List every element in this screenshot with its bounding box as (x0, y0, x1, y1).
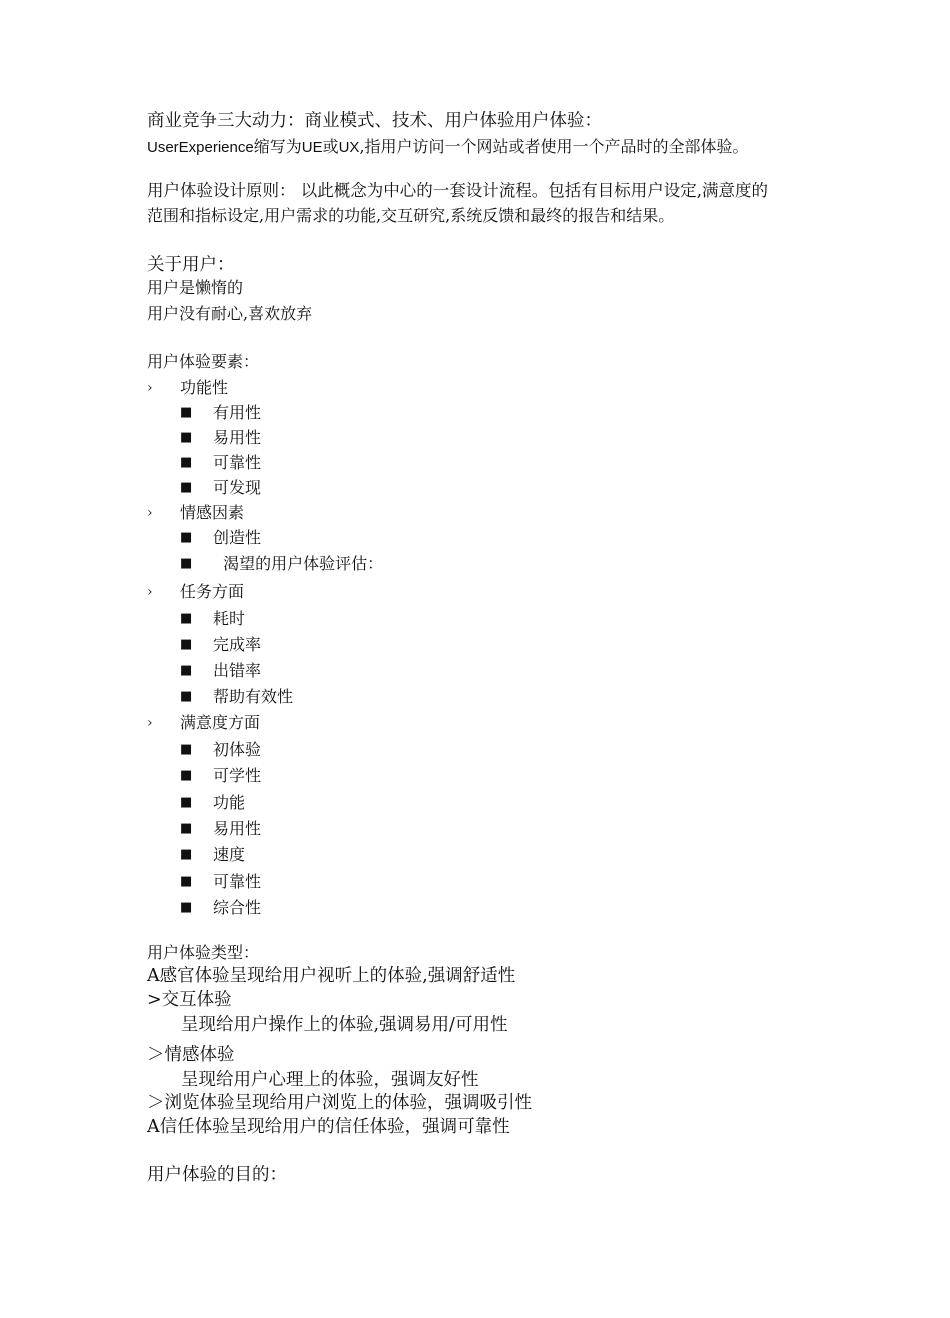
square-bullet-icon: ■ (180, 768, 193, 783)
list-item: 易用性 (213, 819, 262, 838)
types-line-5: 呈现给用户心理上的体验，强调友好性 (181, 1070, 479, 1090)
list-item: 耗时 (213, 609, 246, 628)
types-heading: 用户体验类型： (147, 943, 260, 962)
square-bullet-icon: ■ (180, 556, 193, 571)
square-bullet-icon: ■ (180, 795, 193, 810)
list-item: 可靠性 (213, 453, 262, 472)
title-line: 商业竞争三大动力：商业模式、技术、用户体验用户体验： (147, 111, 602, 131)
list-item: 创造性 (213, 528, 262, 547)
square-bullet-icon: ■ (180, 637, 193, 652)
list-item: 帮助有效性 (213, 687, 294, 706)
group-label-satisfaction: 满意度方面 (180, 713, 261, 732)
types-line-4: ＞情感体验 (147, 1045, 235, 1065)
group-marker-icon: › (147, 380, 153, 396)
design-principle-line2: 范围和指标设定,用户需求的功能,交互研究,系统反馈和最终的报告和结果。 (147, 206, 675, 225)
square-bullet-icon: ■ (180, 430, 193, 445)
types-line-7: A信任体验呈现给用户的信任体验，强调可靠性 (147, 1117, 510, 1137)
square-bullet-icon: ■ (180, 742, 193, 757)
list-item: 可靠性 (213, 872, 262, 891)
types-line-1: A感官体验呈现给用户视听上的体验,强调舒适性 (147, 966, 516, 986)
ux-term: UserExperience (147, 139, 254, 156)
group-marker-icon: › (147, 505, 153, 521)
list-item: 易用性 (213, 428, 262, 447)
list-item: 速度 (213, 845, 246, 864)
types-line-6: ＞浏览体验呈现给用户浏览上的体验，强调吸引性 (147, 1093, 532, 1113)
list-item: 完成率 (213, 635, 262, 654)
square-bullet-icon: ■ (180, 480, 193, 495)
ux-definition (147, 137, 749, 158)
list-item: 功能 (213, 793, 246, 812)
about-users-heading: 关于用户： (147, 255, 235, 275)
about-users-item-1: 用户是懒惰的 (147, 278, 244, 297)
group-label-functionality: 功能性 (180, 378, 229, 397)
square-bullet-icon: ■ (180, 455, 193, 470)
ux-def-or: 或 (322, 137, 339, 156)
square-bullet-icon: ■ (180, 821, 193, 836)
purpose-heading: 用户体验的目的： (147, 1165, 287, 1185)
list-item: 初体验 (213, 740, 262, 759)
group-label-emotion: 情感因素 (180, 503, 245, 522)
group-marker-icon: › (147, 715, 153, 731)
ux-ue: UE (301, 139, 323, 156)
about-users-item-2: 用户没有耐心,喜欢放弃 (147, 304, 313, 323)
list-item: 有用性 (213, 403, 262, 422)
types-line-3: 呈现给用户操作上的体验,强调易用/可用性 (181, 1015, 508, 1035)
square-bullet-icon: ■ (180, 689, 193, 704)
list-item: 渴望的用户体验评估： (213, 554, 384, 573)
list-item: 综合性 (213, 898, 262, 917)
group-marker-icon: › (147, 584, 153, 600)
design-principle-line1: 用户体验设计原则： 以此概念为中心的一套设计流程。包括有目标用户设定,满意度的 (147, 181, 768, 200)
square-bullet-icon: ■ (180, 405, 193, 420)
elements-heading: 用户体验要素： (147, 352, 260, 371)
ux-ux: UX (338, 139, 360, 156)
group-label-tasks: 任务方面 (180, 582, 245, 601)
square-bullet-icon: ■ (180, 847, 193, 862)
list-item: 可发现 (213, 478, 262, 497)
ux-def-part2: ,指用户访问一个网站或者使用一个产品时的全部体验。 (359, 137, 749, 156)
square-bullet-icon: ■ (180, 900, 193, 915)
square-bullet-icon: ■ (180, 874, 193, 889)
square-bullet-icon: ■ (180, 611, 193, 626)
square-bullet-icon: ■ (180, 663, 193, 678)
list-item: 可学性 (213, 766, 262, 785)
types-line-2: >交互体验 (147, 990, 232, 1010)
list-item: 出错率 (213, 661, 262, 680)
ux-def-part1: 缩写为 (253, 137, 302, 156)
square-bullet-icon: ■ (180, 530, 193, 545)
